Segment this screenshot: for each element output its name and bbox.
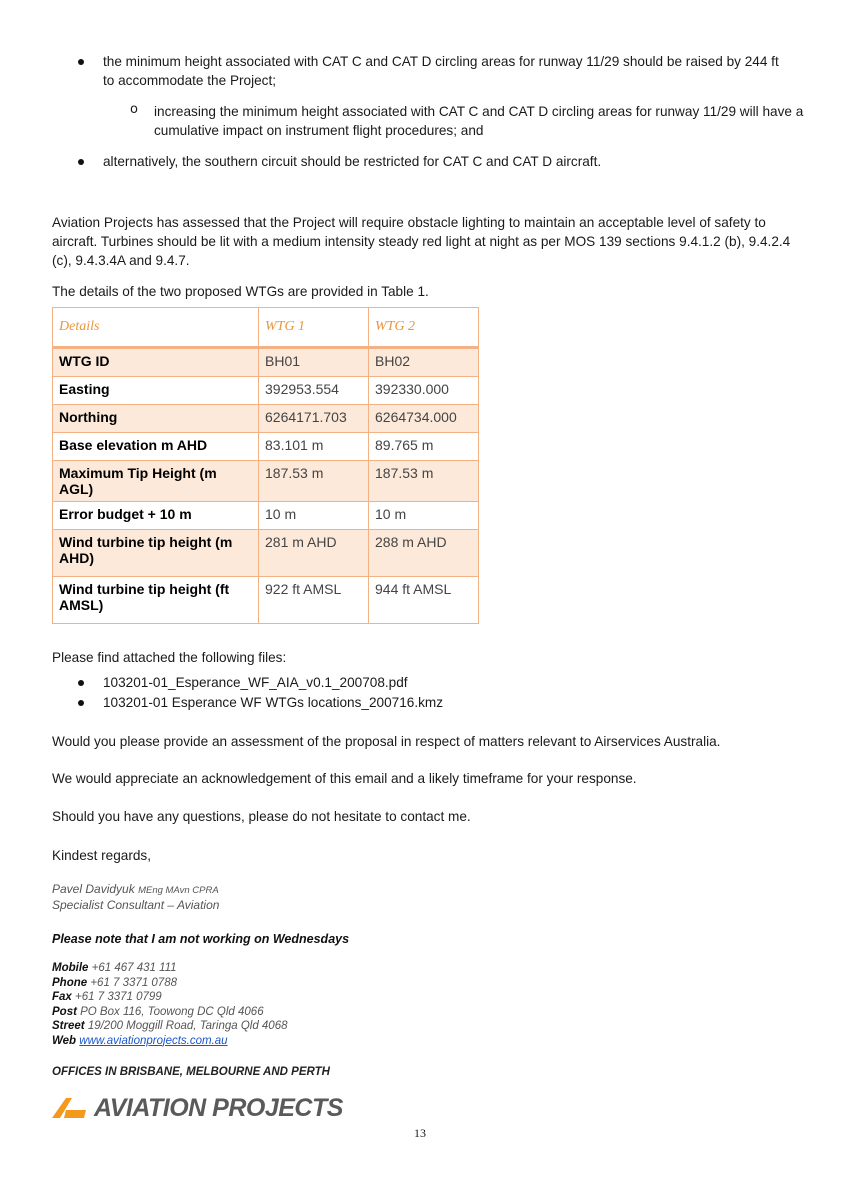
paragraph-table-intro: The details of the two proposed WTGs are provided in Table 1. [52,284,429,299]
closing: Kindest regards, [52,848,151,863]
bullet-item: alternatively, the southern circuit should be restricted for CAT C and CAT D aircraft. [103,154,602,169]
table-cell: 288 m AHD [369,530,479,577]
logo-mark-icon [52,1096,90,1122]
table-cell: BH02 [369,348,479,377]
table-header-cell: WTG 1 [259,308,369,348]
paragraph-attached: Please find attached the following files: [52,650,287,665]
contact-value: +61 7 3371 0799 [75,991,162,1003]
bullet-dot [78,159,84,165]
table-row-label: Easting [53,377,259,405]
table-row [53,405,479,433]
availability-note: Please note that I am not working on Wednesdays [52,932,350,946]
sub-bullet-item: increasing the minimum height associated with CAT C and CAT D circling areas for runway 11/29 will have a cumulative impact on instrument flight procedures; and [154,104,804,138]
contact-value: PO Box 116, Toowong DC Qld 4066 [80,1005,264,1018]
contact-label: Mobile [52,962,89,974]
bullet-item: the minimum height associated with CAT C and CAT D circling areas for runway 11/29 should be raised by 244 ft to accommodate the Project; [103,54,779,88]
table-cell: 944 ft AMSL [369,577,479,624]
table-cell: 922 ft AMSL [259,577,369,624]
table-row [53,502,479,530]
table-header-cell: WTG 2 [369,308,479,348]
table-cell: 6264734.000 [369,405,479,433]
logo-text: AVIATION PROJECTS [94,1094,343,1122]
contact-line [52,990,288,1005]
table-header-cell: Details [53,308,259,348]
table-cell: 187.53 m [259,461,369,502]
contact-line [52,1005,288,1020]
table-row-label: Wind turbine tip height (ft AMSL) [53,577,259,624]
table-row [53,577,479,624]
table-header-row [53,308,479,348]
contact-line [52,1034,288,1049]
offices-line: OFFICES IN BRISBANE, MELBOURNE AND PERTH [52,1066,330,1078]
table-row-label: Wind turbine tip height (m AHD) [53,530,259,577]
bullet-dot [78,59,84,65]
table-row [53,348,479,377]
contact-value: +61 467 431 111 [91,962,177,974]
contact-label: Post [52,1005,77,1018]
table-cell: 281 m AHD [259,530,369,577]
table-cell: 187.53 m [369,461,479,502]
attachment-item: 103201-01 Esperance WF WTGs locations_200716.kmz [103,695,444,710]
wtg-details-table [52,307,479,624]
table-row-label: WTG ID [53,348,259,377]
sub-bullet-marker: o [130,102,138,117]
bullet-dot [78,700,84,706]
paragraph-lighting: Aviation Projects has assessed that the Project will require obstacle lighting to maintain an acceptable level of safety to aircraft. Turbines should be lit with a medium intensity steady red light at night as per MOS 139 sections 9.4.1.2 (b), 9.4.2.4 (c), 9.4.3.4A and 9.4.7. [52,215,791,268]
table-cell: 6264171.703 [259,405,369,433]
table-row [53,530,479,577]
table-row-label: Maximum Tip Height (m AGL) [53,461,259,502]
attachment-item: 103201-01_Esperance_WF_AIA_v0.1_200708.pdf [103,675,408,690]
web-label: Web [52,1034,77,1047]
table-cell: 10 m [259,502,369,530]
table-row-label: Northing [53,405,259,433]
paragraph-request: Would you please provide an assessment of the proposal in respect of matters relevant to Airservices Australia. [52,734,721,749]
table-row-label: Error budget + 10 m [53,502,259,530]
contact-value: +61 7 3371 0788 [90,976,177,989]
contact-details [52,961,288,1048]
website-link[interactable]: www.aviationprojects.com.au [79,1034,228,1047]
contact-line [52,1019,288,1034]
table-cell: BH01 [259,348,369,377]
page-number: 13 [414,1126,426,1140]
bullet-dot [78,680,84,686]
signature-name: Pavel Davidyuk [52,882,135,896]
table-cell: 83.101 m [259,433,369,461]
table-row [53,461,479,502]
contact-label: Phone [52,976,88,989]
table-cell: 392330.000 [369,377,479,405]
contact-line [52,976,288,991]
table-row [53,377,479,405]
signature-credentials: MEng MAvn CPRA [138,885,219,896]
table-cell: 10 m [369,502,479,530]
contact-line [52,961,288,976]
paragraph-acknowledgement: We would appreciate an acknowledgement of this email and a likely timeframe for your response. [52,771,637,786]
contact-label: Street [52,1020,85,1032]
table-cell: 89.765 m [369,433,479,461]
signature-block [52,882,219,913]
table-row [53,433,479,461]
table-row-label: Base elevation m AHD [53,433,259,461]
contact-value: 19/200 Moggill Road, Taringa Qld 4068 [87,1020,288,1032]
contact-label: Fax [52,991,72,1003]
table-cell: 392953.554 [259,377,369,405]
signature-title: Specialist Consultant – Aviation [52,898,220,912]
paragraph-questions: Should you have any questions, please do not hesitate to contact me. [52,809,471,824]
